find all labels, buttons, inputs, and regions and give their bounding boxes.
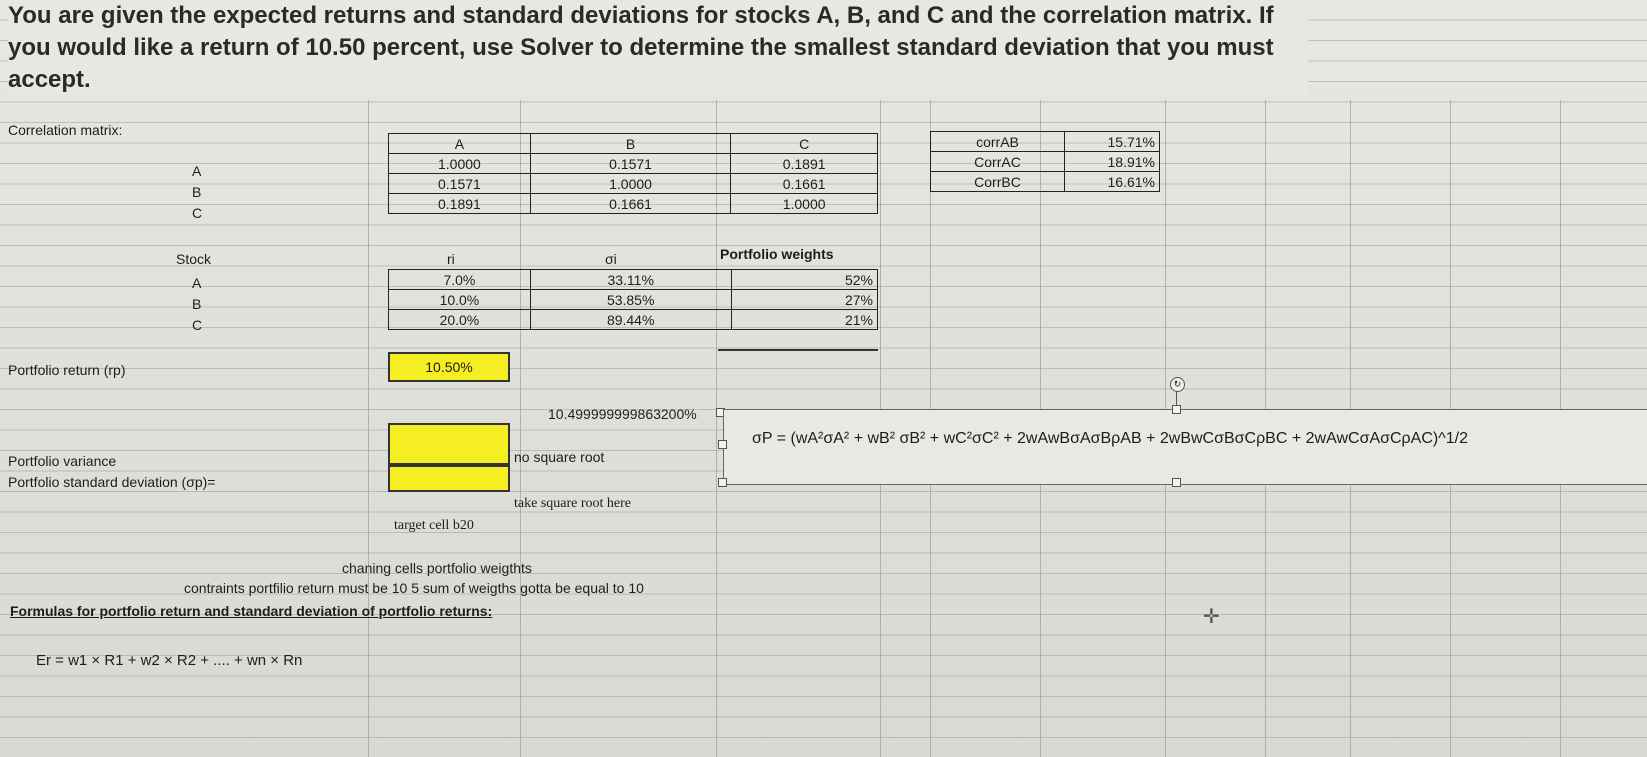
target-note: target cell b20 (394, 518, 474, 533)
col-header-a[interactable]: A (389, 134, 531, 154)
sigma-header: σi (605, 251, 617, 267)
correlation-label: Correlation matrix: (8, 122, 123, 138)
return-header: ri (447, 251, 455, 267)
sd-formula: σP = (wA²σA² + wB² σB² + wC²σC² + 2wAwBσAσBρAB + 2wBwCσBσCρBC + 2wAwCσAσCρAC)^1/2 (752, 430, 1468, 447)
return-formula: Er = w1 × R1 + w2 × R2 + .... + wn × Rn (36, 652, 303, 669)
resize-handle[interactable] (1172, 405, 1181, 414)
row-label-a: A (192, 163, 202, 179)
resize-handle[interactable] (718, 478, 727, 487)
rotate-stem (1176, 390, 1177, 406)
cell[interactable]: 0.1661 (731, 174, 878, 194)
stock-name-c: C (192, 317, 203, 333)
stock-name-b: B (192, 296, 202, 312)
col-header-c[interactable]: C (731, 134, 878, 154)
cell[interactable]: 1.0000 (731, 194, 878, 214)
return-cell[interactable]: 10.0% (389, 290, 531, 310)
weight-cell[interactable]: 21% (731, 310, 877, 330)
sigma-cell[interactable]: 89.44% (530, 310, 731, 330)
sigma-cell[interactable]: 33.11% (530, 270, 731, 290)
problem-statement: You are given the expected returns and standard deviations for stocks A, B, and C and the correlation matrix. If you would like a return of 10.50 percent, use Solver to determine the smallest standard deviation that you must accept. (8, 0, 1308, 96)
rotate-icon[interactable]: ↻ (1170, 377, 1185, 392)
table-row (931, 152, 1160, 172)
corr-value[interactable]: 16.61% (1065, 172, 1160, 192)
portfolio-return-cell[interactable]: 10.50% (388, 352, 510, 382)
cell[interactable]: 0.1891 (731, 154, 878, 174)
constraints-note: contraints portfilio return must be 10 5 sum of weigths gotta be equal to 10 (184, 580, 644, 596)
resize-handle[interactable] (718, 440, 727, 449)
row-label-b: B (192, 184, 202, 200)
no-sqrt-note: no square root (514, 449, 605, 465)
corr-name[interactable]: corrAB (931, 132, 1065, 152)
cell[interactable]: 0.1571 (389, 174, 531, 194)
formulas-heading: Formulas for portfolio return and standard deviation of portfolio returns: (10, 603, 493, 619)
table-row (389, 270, 878, 290)
weights-underline (718, 349, 878, 351)
stock-header: Stock (176, 251, 212, 267)
table-row (389, 174, 878, 194)
col-header-b[interactable]: B (530, 134, 730, 154)
corr-value[interactable]: 15.71% (1065, 132, 1160, 152)
corr-pairs-table (930, 131, 1160, 192)
portfolio-variance-cell[interactable] (388, 423, 510, 465)
cell[interactable]: 1.0000 (389, 154, 531, 174)
stock-name-a: A (192, 275, 202, 291)
return-cell[interactable]: 20.0% (389, 310, 531, 330)
weights-header: Portfolio weights (720, 246, 834, 262)
cell[interactable]: 0.1571 (530, 154, 730, 174)
changing-cells-note: chaning cells portfolio weigthts (342, 560, 532, 576)
weight-cell[interactable]: 52% (731, 270, 877, 290)
portfolio-variance-label: Portfolio variance (8, 453, 117, 469)
sigma-cell[interactable]: 53.85% (530, 290, 731, 310)
cell[interactable]: 0.1661 (530, 194, 730, 214)
portfolio-sd-label: Portfolio standard deviation (σp)= (8, 474, 216, 490)
resize-handle[interactable] (1172, 478, 1181, 487)
cell[interactable]: 1.0000 (530, 174, 730, 194)
portfolio-sd-cell[interactable] (388, 465, 510, 492)
table-row (389, 194, 878, 214)
table-row (389, 310, 878, 330)
portfolio-return-label: Portfolio return (rp) (8, 362, 126, 378)
corr-value[interactable]: 18.91% (1065, 152, 1160, 172)
table-row (931, 132, 1160, 152)
correlation-table (388, 133, 878, 214)
return-cell[interactable]: 7.0% (389, 270, 531, 290)
sqrt-note: take square root here (514, 496, 631, 511)
table-row (389, 134, 878, 154)
row-label-c: C (192, 205, 203, 221)
table-row (931, 172, 1160, 192)
weight-cell[interactable]: 27% (731, 290, 877, 310)
crosshair-cursor-icon: ✛ (1203, 606, 1220, 628)
cell[interactable]: 0.1891 (389, 194, 531, 214)
corr-name[interactable]: CorrBC (931, 172, 1065, 192)
stock-table (388, 269, 878, 330)
table-row (389, 290, 878, 310)
sd-formula-box[interactable] (723, 409, 1647, 485)
table-row (389, 154, 878, 174)
corr-name[interactable]: CorrAC (931, 152, 1065, 172)
grid-line (368, 100, 369, 757)
raw-return-value[interactable]: 10.499999999863200% (548, 406, 697, 422)
